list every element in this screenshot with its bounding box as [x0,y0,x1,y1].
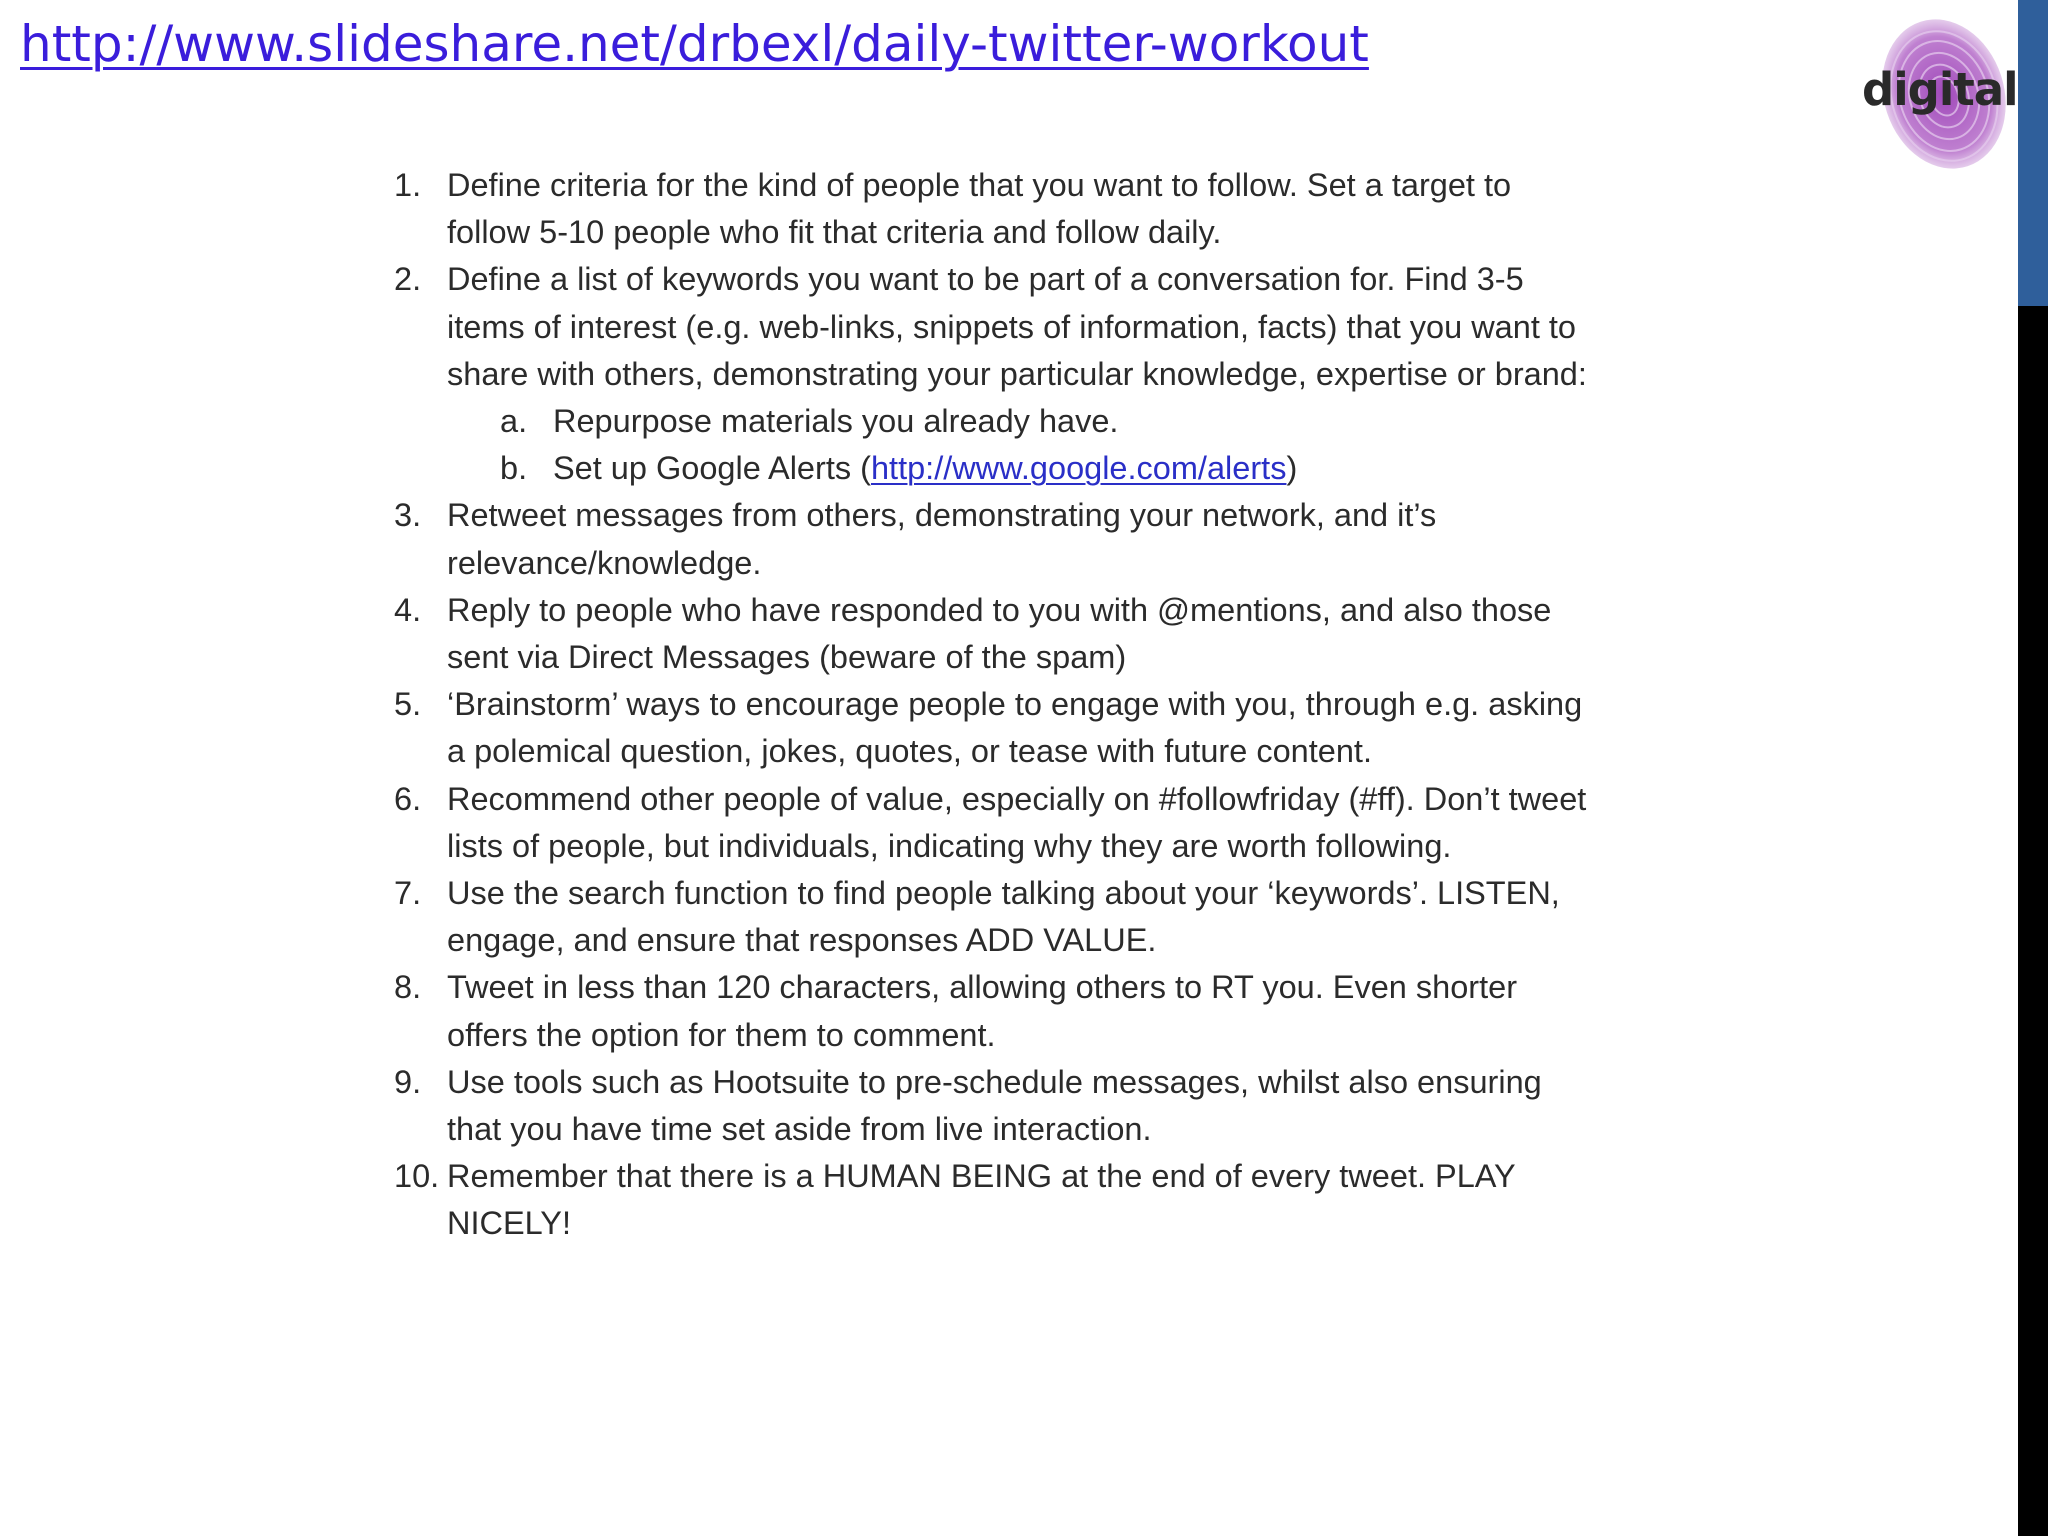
slideshare-url-link[interactable]: http://www.slideshare.net/drbexl/daily-twitter-workout [20,15,1369,73]
logo-wordmark: digital [1862,63,2018,116]
list-item [390,964,1600,1058]
list-item-number: 6. [394,780,422,817]
sub-list-item [390,398,1600,445]
list-item-text: Reply to people who have responded to you with @mentions, and also those sent via Direct Messages (beware of the spam) [447,591,1552,676]
list-item [390,492,1600,586]
sub-list-item-text: Set up Google Alerts ( [553,450,871,487]
list-item [390,1153,1600,1247]
list-item-number: 8. [394,969,422,1006]
list-item [390,162,1600,256]
twitter-workout-list [390,162,1600,1248]
sub-list-item-text-end: ) [1286,450,1298,487]
right-accent-bar-blue [2018,0,2048,306]
digital-logo [1858,4,2018,172]
list-item-number: 10. [394,1158,440,1195]
list-item-text: Define a list of keywords you want to be part of a conversation for. Find 3-5 items of interest (e.g. web-links, snippets of information, facts) that you want to share with others, demonstrating your particular knowledge, expertise or brand: [447,261,1587,392]
right-accent-bar-black [2018,306,2048,1536]
list-item-text: Retweet messages from others, demonstrating your network, and it’s relevance/knowledge. [447,497,1437,581]
list-item-number: 4. [394,591,422,628]
list-item-number: 3. [394,497,422,534]
google-alerts-link[interactable]: http://www.google.com/alerts [870,450,1287,487]
list-item-text: Tweet in less than 120 characters, allowing others to RT you. Even shorter offers the option for them to comment. [447,969,1518,1053]
list-item [390,256,1600,398]
list-item-number: 1. [394,167,422,203]
sub-list-item-letter: b. [500,450,528,487]
sub-list-item [390,445,1600,492]
list-item [390,681,1600,775]
list-item [390,870,1600,964]
list-item-text: Use tools such as Hootsuite to pre-schedule messages, whilst also ensuring that you have time set aside from live interaction. [447,1063,1542,1148]
list-item-number: 7. [394,875,422,912]
list-item-text: Recommend other people of value, especially on #followfriday (#ff). Don’t tweet lists of people, but individuals, indicating why they are worth following. [447,780,1587,864]
list-item-text: Define criteria for the kind of people that you want to follow. Set a target to follow 5-10 people who fit that criteria and follow daily. [447,167,1512,251]
sub-list-item-text: Repurpose materials you already have. [553,403,1119,440]
sub-list-item-letter: a. [500,403,528,440]
list-item [390,587,1600,681]
list-item-text: ‘Brainstorm’ ways to encourage people to engage with you, through e.g. asking a polemical question, jokes, quotes, or tease with future content. [447,686,1583,770]
list-item [390,776,1600,870]
list-item-text: Remember that there is a HUMAN BEING at the end of every tweet. PLAY NICELY! [447,1158,1516,1242]
list-item-number: 2. [394,261,422,298]
list-item-text: Use the search function to find people talking about your ‘keywords’. LISTEN, engage, and ensure that responses ADD VALUE. [447,875,1560,959]
list-item-number: 9. [394,1063,422,1100]
list-item [390,1059,1600,1153]
list-item-number: 5. [394,686,422,723]
